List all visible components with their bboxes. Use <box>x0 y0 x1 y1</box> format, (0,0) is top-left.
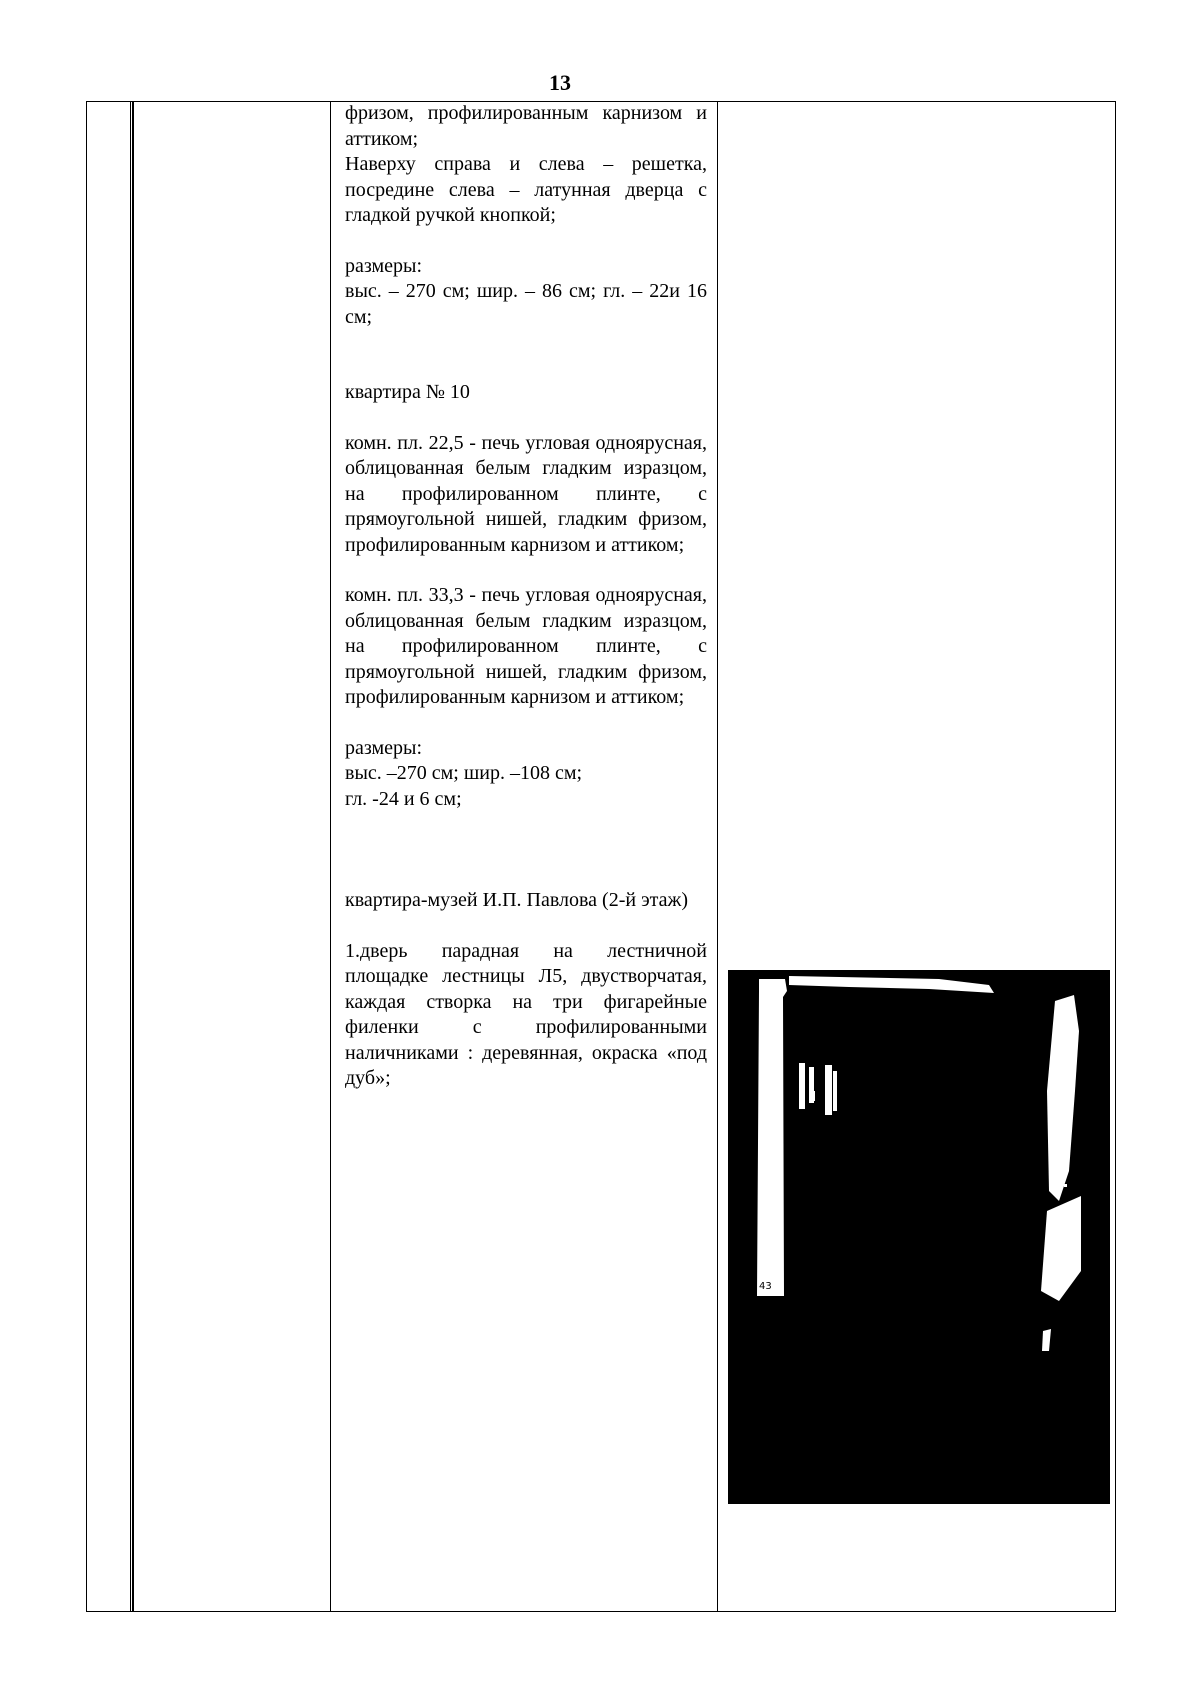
size-value: выс. – 270 см; шир. – 86 см; гл. – 22и 16 см; <box>345 280 707 328</box>
desc-paragraph-2: Наверху справа и слева – решетка, посредине слева – латунная дверца с гладкой ручкой кнопкой; <box>345 153 707 226</box>
door-entry: 1.дверь парадная на лестничной площадке лестницы Л5, двустворчатая, каждая створка на три фигарейные филенки с профилированными наличниками : деревянная, окраска «под дуб»; <box>345 939 707 1089</box>
door-photo <box>728 970 1110 1504</box>
apartment-title: квартира № 10 <box>345 381 470 403</box>
size-line-1: выс. –270 см; шир. –108 см; <box>345 762 583 784</box>
size-line-2: гл. -24 и 6 см; <box>345 787 462 810</box>
page-number: 13 <box>549 70 571 95</box>
room-entry-1: комн. пл. 22,5 - печь угловая одноярусная, облицованная белым гладким изразцом, на профилированном плинте, с прямоугольной нишей, гладким фризом, профилированным карнизом и аттиком; <box>345 431 707 556</box>
desc-paragraph-1: фризом, профилированным карнизом и аттиком; <box>345 102 707 150</box>
photo-label: 43 <box>759 1281 772 1292</box>
room-entry-2: комн. пл. 33,3 - печь угловая одноярусная, облицованная белым гладким изразцом, на профилированном плинте, с прямоугольной нишей, гладким фризом, профилированным карнизом и аттиком; <box>345 584 707 708</box>
column-divider-1b <box>132 102 134 1611</box>
size-label: размеры: <box>345 254 423 277</box>
inventory-table <box>86 101 1116 1612</box>
column-divider-2 <box>330 102 331 1611</box>
museum-title: квартира-музей И.П. Павлова (2-й этаж) <box>345 889 688 911</box>
door-photo-graphic <box>729 971 1109 1503</box>
column-divider-1 <box>130 102 131 1611</box>
size-label-2: размеры: <box>345 736 423 759</box>
description-cell <box>345 102 707 1092</box>
column-divider-3 <box>717 102 718 1611</box>
